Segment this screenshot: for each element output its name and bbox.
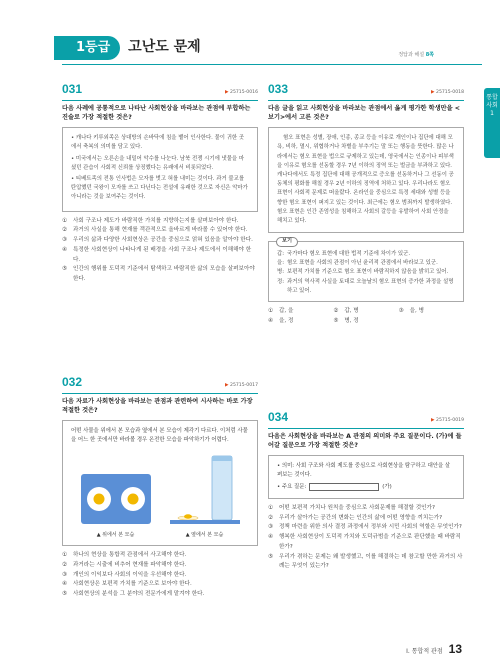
question-number: 034 xyxy=(268,410,289,424)
bogi-item: 병: 보편적 가치를 기준으로 혐오 표현이 바람직하지 않음을 밝히고 있어. xyxy=(277,269,449,276)
question-code: ▶ 25715-0017 xyxy=(225,383,258,388)
chapter-label: I. 통합적 관점 xyxy=(406,648,443,655)
page-footer xyxy=(406,640,462,659)
header-divider xyxy=(62,64,482,65)
passage-box: 혐오 표현은 성별, 장애, 인종, 종교 등을 이유로 개인이나 집단에 대해 모욕, 비하, 멸시, 위협하거나 차별을 부추기는 말 또는 행동을 뜻한다. 많은 나라에서는 혐오 표현을 법으로 규제하고 있는데, 영국에서는 인종이나 피부색을 이유로 혐오를 선동할 경우 7년 이하의 징역 또는 벌금을 부과하고 있다. 캐나다에서도 특정 집단에 대해 공개적으로 증오를 선동하거나 그 선동이 공동체의 평화를 해칠 경우 2년 이하의 징역에 처하고 있다. 우리나라도 혐오 표현이 사회적 문제로 떠올랐다. 온라인을 중심으로 특정 세대와 성별 등을 향한 혐오 표현이 퍼지고 있는 것이다. 최근에는 혐오 범죄까지 발생하였다. 혐오 표현은 인간 존엄성을 침해하고 사회의 갈등을 유발하여 사회 안정을 해치고 있다. xyxy=(268,127,464,233)
answer-reference xyxy=(398,52,434,60)
main-question-label: • 주요 질문: xyxy=(277,483,307,490)
top-view-figure xyxy=(79,470,153,540)
question-034 xyxy=(268,408,464,572)
perspective-box xyxy=(268,455,464,499)
question-number: 033 xyxy=(268,82,289,96)
side-tab-subject: 통합사회 xyxy=(486,94,498,109)
choice-list xyxy=(62,217,258,285)
triangle-icon: ▶ xyxy=(225,383,229,388)
question-text: 다음은 사회현상을 바라보는 A 관점의 의미와 주요 질문이다. (가)에 들어갈 질문으로 가장 적절한 것은? xyxy=(268,432,462,449)
figure-caption: ▲ 옆에서 본 모습 xyxy=(185,531,224,538)
bogi-item: 을: 혐오 표현을 사회의 관점이 아닌 윤리적 관점에서 바라보고 있군. xyxy=(277,260,438,267)
question-number: 032 xyxy=(62,375,83,389)
side-section-tab xyxy=(484,88,500,158)
choice-2[interactable]: ② 과거의 사실을 통해 현재를 객관적으로 올바르게 바라볼 수 있어야 한다. xyxy=(62,227,248,234)
question-code: ▶ 25715-0016 xyxy=(225,90,258,95)
blank-label: (가) xyxy=(382,483,392,490)
choice-4[interactable]: ④ 행복한 사회현상이 도덕적 가치와 도덕규범을 기준으로 판단했을 때 바람직한가? xyxy=(268,534,461,550)
case-box xyxy=(62,127,258,211)
choice-2[interactable]: ② 우리가 살아가는 공간의 변화는 인간의 삶에 어떤 영향을 끼치는가? xyxy=(268,514,443,521)
choice-3[interactable]: ③ 개인의 이익보다 사회의 이익을 우선해야 한다. xyxy=(62,571,187,578)
main-question-row xyxy=(277,483,455,492)
page-number: 13 xyxy=(448,642,462,656)
choice-3[interactable]: ③ 을, 병 xyxy=(398,308,425,314)
case-item: • 캐나다 키루외족은 상대방의 손바닥에 침을 뱉어 인사한다. 물이 귀한 곳에서 축복의 의미를 담고 있다. xyxy=(71,135,245,151)
question-header xyxy=(62,80,258,101)
choice-1[interactable]: ① 사회 구조나 제도가 바람직한 가치를 지향하는지를 살펴보아야 한다. xyxy=(62,217,239,224)
choice-5[interactable]: ⑤ 사회현상의 분석을 그 분야의 전문가에게 맡겨야 한다. xyxy=(62,591,205,598)
choice-5[interactable]: ⑤ 우리가 겪하는 문제는 왜 발생했고, 이를 해결하는 데 참고할 만한 과거의 사례는 무엇이 있는가? xyxy=(268,553,463,570)
bogi-label: 보기 xyxy=(276,237,298,247)
side-tab-number: 1 xyxy=(490,109,494,117)
grade-badge: 1등급 xyxy=(62,36,120,60)
question-text: 다음 자료가 사회현상을 바라보는 관점과 관련하여 시사하는 바로 가장 적절한 것은? xyxy=(62,397,253,414)
bogi-item: 정: 과거의 역사적 사실을 토대로 오늘날의 혐오 표현의 증가한 과정을 설명하고 있어. xyxy=(277,278,454,294)
case-item: • 티베트족의 전통 인사법은 모자를 벗고 혀를 내미는 것이다. 과거 불교를 탄압했던 국왕이 모자를 쓰고 다닌다는 전설에 유래한 것으로 자신은 악마가 아니라는 것을 보여주는 것이다. xyxy=(71,175,248,201)
figure-caption: ▲ 위에서 본 모습 xyxy=(96,531,135,538)
choice-list xyxy=(268,504,464,572)
choice-4[interactable]: ④ 사회현상은 보편적 가치를 기준으로 보아야 한다. xyxy=(62,581,192,588)
choice-4[interactable]: ④ 을, 정 xyxy=(268,317,294,324)
figure-description: 어떤 사물을 위에서 본 모습과 옆에서 본 모습이 제각기 다르다. 이처럼 사물을 어느 한 곳에서만 바라볼 경우 온전한 모습을 파악하기가 어렵다. xyxy=(71,428,248,444)
answer-blank xyxy=(309,483,379,491)
choice-5[interactable]: ⑤ 인간의 행위를 도덕적 기준에서 탐색하고 바람직한 삶의 모습을 살펴보아야 한다. xyxy=(62,266,255,283)
page-header xyxy=(62,36,201,60)
choice-5[interactable]: ⑤ 병, 정 xyxy=(333,317,359,324)
question-031 xyxy=(62,80,258,285)
question-code: ▶ 25715-0018 xyxy=(431,90,464,95)
triangle-icon: ▶ xyxy=(431,418,435,423)
perspective-meaning: • 의미: 사회 구조와 사회 제도를 중심으로 사회현상을 탐구하고 대안을 살펴보는 것이다. xyxy=(277,463,451,479)
question-header xyxy=(268,408,464,429)
bogi-box xyxy=(268,238,464,302)
triangle-icon: ▶ xyxy=(225,90,229,95)
choice-2[interactable]: ② 갑, 병 xyxy=(333,308,359,314)
triangle-icon: ▶ xyxy=(431,90,435,95)
choice-1[interactable]: ① 갑, 을 xyxy=(268,308,294,314)
question-text: 다음 사례에 공통적으로 나타난 사회현상을 바라보는 관점에 부합하는 진술로 가장 적절한 것은? xyxy=(62,104,251,121)
question-033 xyxy=(268,80,464,327)
question-header xyxy=(268,80,464,101)
choice-list xyxy=(62,551,258,600)
side-view-illustration xyxy=(168,452,242,528)
answer-ref-page: 8쪽 xyxy=(425,52,434,58)
figure-box xyxy=(62,420,258,546)
choice-3[interactable]: ③ 우리의 삶과 다양한 사회현상은 공간을 중심으로 얽혀 있음을 알아야 한다. xyxy=(62,237,253,244)
case-item: • 미국에서는 오른손을 내밀어 악수를 나눈다. 남북 전쟁 시기에 냇물을 마셨던 관습이 사회적 신뢰를 상징했다는 유래에서 비롯되었다. xyxy=(71,155,245,171)
choice-1[interactable]: ① 어떤 보편적 가치나 원칙을 중심으로 사회문제를 해결할 것인가? xyxy=(268,504,435,511)
figure-row xyxy=(71,452,249,540)
bogi-item: 갑: 국가마다 혐오 표현에 대한 법적 기준에 차이가 있군. xyxy=(277,251,411,258)
question-032 xyxy=(62,373,258,600)
choice-4[interactable]: ④ 특정한 사회현상이 나타나게 된 배경을 사회 구조나 제도에서 이해해야 한다. xyxy=(62,246,252,263)
choice-1[interactable]: ① 하나의 현상을 통합적 관점에서 사고해야 한다. xyxy=(62,552,187,559)
top-view-illustration xyxy=(79,470,153,528)
question-text: 다음 글을 읽고 사회현상을 바라보는 관점에서 옳게 평가한 학생만을 <보기>에서 고른 것은? xyxy=(268,104,460,121)
page-title: 고난도 문제 xyxy=(128,39,201,56)
choice-3[interactable]: ③ 정책 마련을 위한 의사 결정 과정에서 정부와 시민 사회의 역할은 무엇인가? xyxy=(268,524,462,531)
question-header xyxy=(62,373,258,394)
question-code: ▶ 25715-0019 xyxy=(431,418,464,423)
choice-2[interactable]: ② 과거라는 시출에 비추어 현재를 파악해야 한다. xyxy=(62,561,187,568)
choice-list xyxy=(268,307,464,327)
question-number: 031 xyxy=(62,82,83,96)
answer-ref-prefix: 정답과 해설 xyxy=(398,52,425,58)
side-view-figure xyxy=(168,452,242,540)
